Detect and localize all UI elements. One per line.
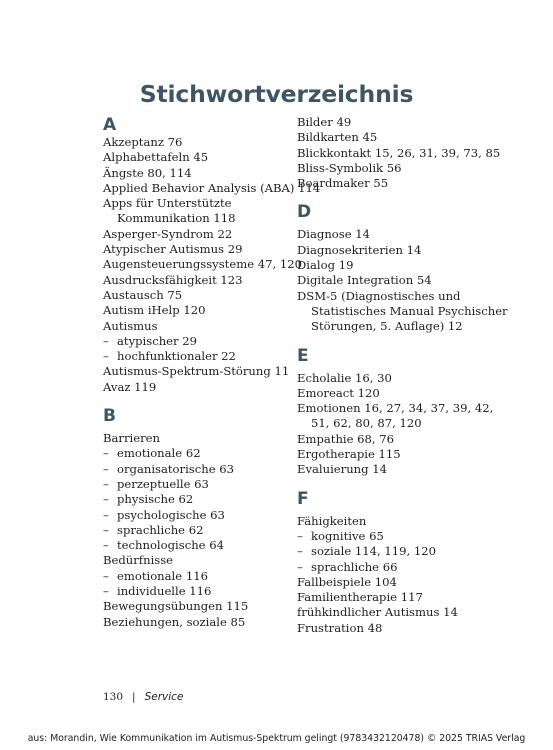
entry-text: Boardmaker 55 [297,176,389,191]
entry-text: Alphabettafeln 45 [103,150,209,165]
index-entry [103,166,321,181]
index-column-right [297,115,515,636]
index-entry [103,553,321,568]
entry-text: Atypischer Autismus 29 [103,242,243,257]
entry-text: emotionale 62 [117,446,201,461]
entry-text: Familientherapie 117 [297,590,423,605]
subentry-dash: – [103,538,109,553]
subentry-dash: – [297,544,303,559]
entry-text: Avaz 119 [103,379,157,394]
entry-text: Asperger-Syndrom 22 [103,226,233,241]
entry-text: Autismus [103,318,158,333]
entry-text: Bewegungsübungen 115 [103,599,249,614]
index-entry [103,431,321,446]
index-subentry [103,508,321,523]
entry-text: Emoreact 120 [297,385,380,400]
index-entry [297,227,515,242]
entry-text: technologische 64 [117,538,224,553]
index-entry [297,289,515,335]
index-entry [297,401,515,432]
entry-text: Echolalie 16, 30 [297,370,392,385]
subentry-dash: – [103,476,109,491]
index-entry [103,196,321,227]
index-subentry [103,349,321,364]
entry-text: soziale 114, 119, 120 [311,544,437,559]
entry-text: Bilder 49 [297,115,352,129]
entry-text: psychologische 63 [117,507,225,522]
page-title: Stichwortverzeichnis [139,80,414,108]
page-footer [103,691,183,703]
index-entry [103,303,321,318]
subentry-dash: – [103,522,109,537]
index-entry [103,257,321,272]
entry-text: Applied Behavior Analysis (ABA) 114 [103,180,321,195]
entry-text: sprachliche 66 [311,559,398,574]
footer-section: Service [144,691,184,703]
entry-text: Augensteuerungssysteme 47, 120 [103,257,302,272]
entry-text: Austausch 75 [103,287,183,302]
entry-text: perzeptuelle 63 [117,476,209,491]
entry-text: Barrieren [103,431,160,446]
entry-text: Bildkarten 45 [297,130,378,145]
section-letter: A [103,115,117,135]
subentry-dash: – [297,559,303,574]
index-entry [103,227,321,242]
subentry-dash: – [103,584,109,599]
section-letter: B [103,406,116,427]
entry-text: Ergotherapie 115 [297,447,401,462]
subentry-dash: – [103,568,109,583]
index-entry [297,273,515,288]
entry-text: Akzeptanz 76 [103,135,183,149]
entry-text: Ängste 80, 114 [103,165,192,180]
index-subentry [297,529,515,544]
index-column-left [103,115,321,630]
entry-text: Autism iHelp 120 [103,303,206,318]
index-subentry [297,560,515,575]
index-entry [103,242,321,257]
entry-text: Autismus-Spektrum-Störung 11 [103,364,290,379]
index-subentry [103,492,321,507]
entry-text: kognitive 65 [311,528,384,543]
subentry-dash: – [103,446,109,461]
index-entry [297,514,515,529]
index-entry [297,130,515,145]
index-entry [297,176,515,191]
index-subentry [103,334,321,349]
index-entry [103,150,321,165]
index-entry [297,432,515,447]
index-entry [103,181,321,196]
entry-text: Fähigkeiten [297,513,367,528]
subentry-dash: – [103,507,109,522]
index-entry [103,380,321,395]
entry-text: individuelle 116 [117,584,212,599]
entry-text: Ausdrucksfähigkeit 123 [103,272,243,287]
index-entry [103,364,321,379]
index-entry [297,371,515,386]
index-subentry [103,569,321,584]
index-entry [297,605,515,620]
entry-text: Empathie 68, 76 [297,431,395,446]
index-subentry [103,462,321,477]
subentry-dash: – [103,492,109,507]
entry-text: Frustration 48 [297,620,383,635]
entry-text: Fallbeispiele 104 [297,574,397,589]
footer-separator: | [132,691,136,703]
entry-text: frühkindlicher Autismus 14 [297,605,458,620]
section-letter: D [297,202,312,223]
entry-text: physische 62 [117,492,194,507]
entry-text: emotionale 116 [117,568,208,583]
index-entry [103,273,321,288]
entry-text: Bedürfnisse [103,553,174,568]
entry-text: Apps für Unterstützte Kommunikation 118 [103,196,236,226]
index-entry [103,599,321,614]
index-entry [103,615,321,630]
index-subentry [103,538,321,553]
entry-text: Dialog 19 [297,258,354,273]
subentry-dash: – [103,333,109,348]
index-entry [103,288,321,303]
entry-text: Diagnose 14 [297,227,371,242]
index-entry [297,115,515,130]
index-entry [103,135,321,150]
index-subentry [297,544,515,559]
entry-text: hochfunktionaler 22 [117,349,236,364]
index-subentry [103,477,321,492]
entry-text: Blickkontakt 15, 26, 31, 39, 73, 85 [297,145,501,160]
entry-text: organisatorische 63 [117,461,234,476]
index-entry [297,146,515,161]
index-entry [297,243,515,258]
index-entry [297,590,515,605]
subentry-dash: – [103,349,109,364]
section-letter: E [297,345,309,366]
index-entry [297,621,515,636]
entry-text: atypischer 29 [117,333,198,348]
subentry-dash: – [297,528,303,543]
index-subentry [103,523,321,538]
entry-text: Diagnosekriterien 14 [297,242,422,257]
index-entry [297,386,515,401]
entry-text: sprachliche 62 [117,522,204,537]
entry-text: DSM-5 (Diagnostisches und Statistisches Manual Psychischer Störungen, 5. Auflage) 12 [297,288,508,334]
page-number: 130 [103,691,124,703]
index-entry [297,161,515,176]
index-entry [297,575,515,590]
section-letter: F [297,488,309,509]
entry-text: Evaluierung 14 [297,462,388,477]
entry-text: Bliss-Symbolik 56 [297,160,402,175]
entry-text: Beziehungen, soziale 85 [103,614,246,629]
index-entry [103,319,321,334]
entry-text: Emotionen 16, 27, 34, 37, 39, 42, 51, 62, 80, 87, 120 [297,401,494,431]
index-subentry [103,446,321,461]
index-entry [297,258,515,273]
subentry-dash: – [103,461,109,476]
index-entry [297,462,515,477]
index-entry [297,447,515,462]
entry-text: Digitale Integration 54 [297,273,432,288]
source-credit: aus: Morandin, Wie Kommunikation im Autismus-Spektrum gelingt (9783432120478) © 2025 TRIAS Verlag [27,733,526,744]
index-subentry [103,584,321,599]
